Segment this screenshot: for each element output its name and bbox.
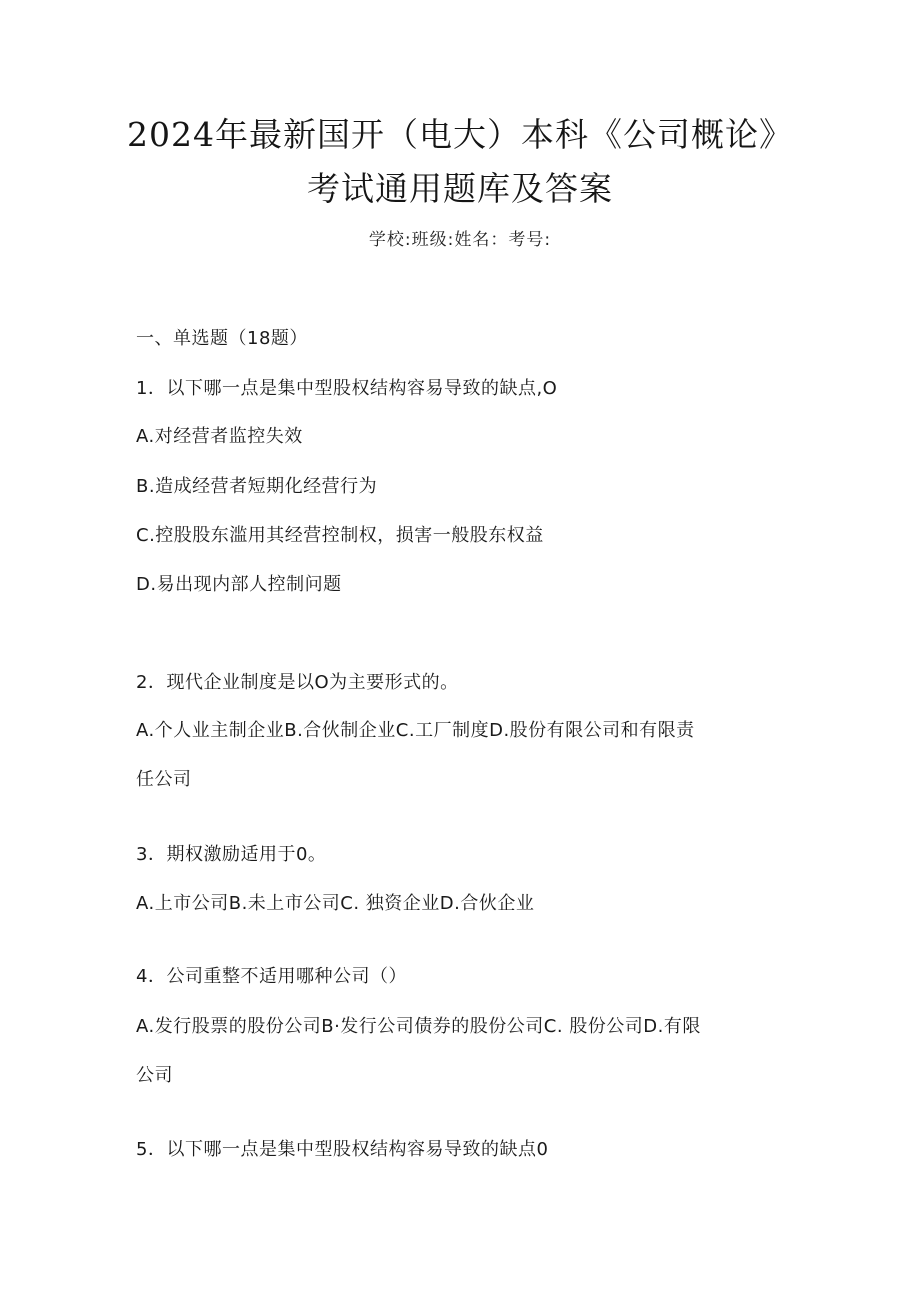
question-1-option-c: C.控股股东滥用其经营控制权，损害一般股东权益 [136, 525, 544, 546]
question-2-options-line-1: A.个人业主制企业B.合伙制企业C.工厂制度D.股份有限公司和有限责 [136, 720, 695, 741]
question-1-option-b: B.造成经营者短期化经营行为 [136, 476, 378, 497]
question-4-options-line-1: A.发行股票的股份公司B·发行公司债券的股份公司C. 股份公司D.有限 [136, 1016, 701, 1037]
student-info-line: 学校:班级:姓名：考号: [368, 230, 552, 250]
question-3-options-line-1: A.上市公司B.未上市公司C. 独资企业D.合伙企业 [136, 893, 535, 914]
document-title-line-2: 考试通用题库及答案 [307, 169, 613, 208]
question-4-stem: 4．公司重整不适用哪种公司（） [136, 966, 407, 987]
question-5-stem: 5．以下哪一点是集中型股权结构容易导致的缺点0 [136, 1139, 549, 1160]
document-title-line-1: 2024年最新国开（电大）本科《公司概论》 [127, 115, 793, 154]
question-4-options-line-2: 公司 [136, 1065, 173, 1086]
question-1-option-d: D.易出现内部人控制问题 [136, 574, 342, 595]
question-1-stem: 1．以下哪一点是集中型股权结构容易导致的缺点,O [136, 378, 558, 399]
question-2-stem: 2．现代企业制度是以O为主要形式的。 [136, 672, 459, 693]
question-2-options-line-2: 任公司 [136, 769, 192, 790]
question-3-stem: 3．期权激励适用于0。 [136, 844, 327, 865]
section-heading: 一、单选题（18题） [136, 328, 308, 349]
question-1-option-a: A.对经营者监控失效 [136, 426, 303, 447]
